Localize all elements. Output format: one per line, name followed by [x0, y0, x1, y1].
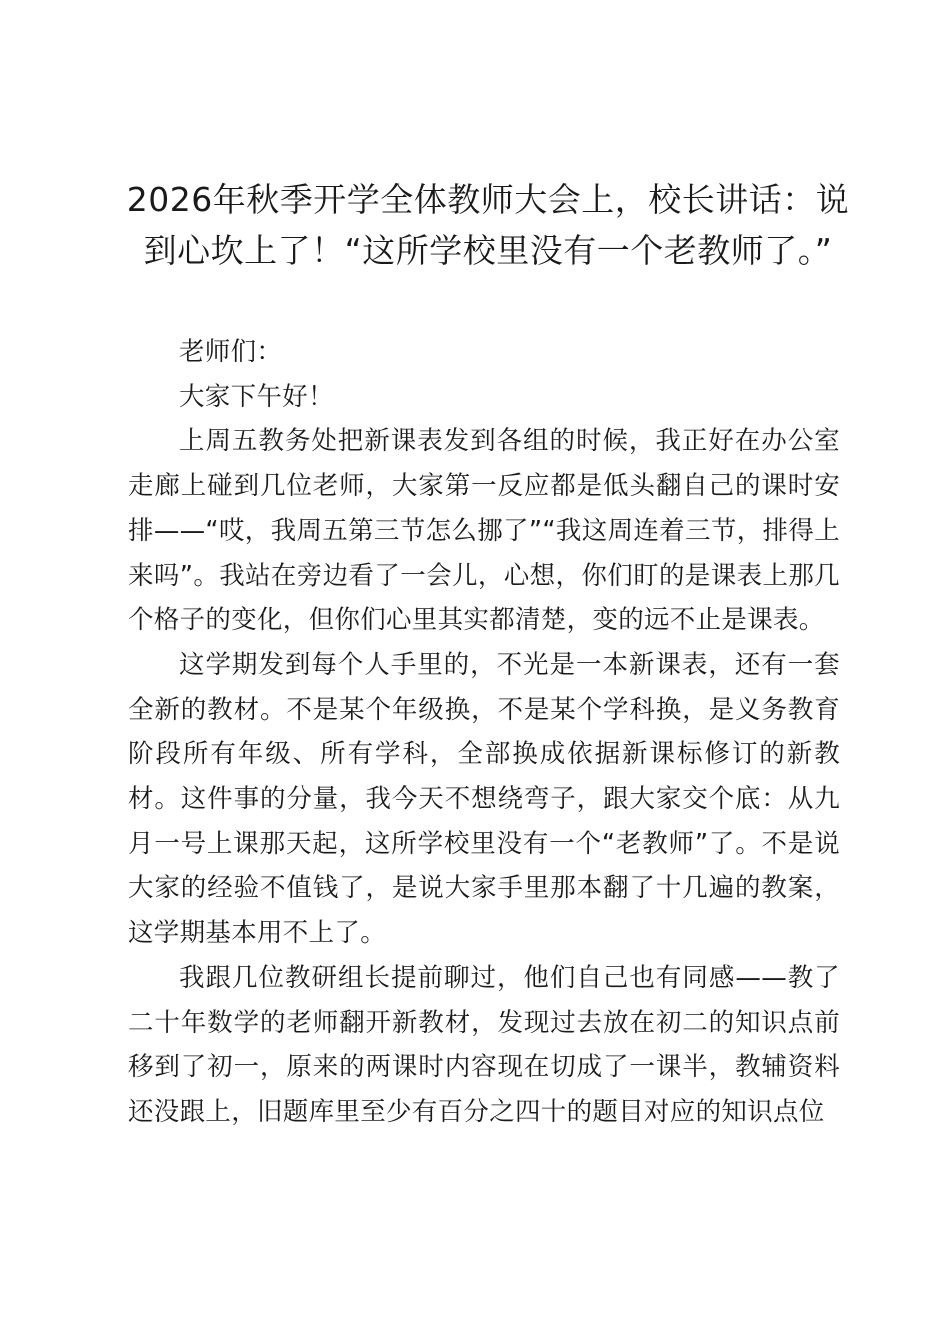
salutation: 老师们：	[179, 337, 283, 367]
paragraph-2: 这学期发到每个人手里的，不光是一本新课表，还有一套全新的教材。不是某个年级换，不是某个学科换，是义务教育阶段所有年级、所有学科，全部换成依据新课标修订的新教材。这件事的分量，我今天不想绕弯子，跟大家交个底：从九月一号上课那天起，这所学校里没有一个“老教师”了。不是说大家的经验不值钱了，是说大家手里那本翻了十几遍的教案，这学期基本用不上了。	[128, 649, 840, 949]
greeting: 大家下午好！	[179, 381, 334, 412]
document-title: 2026年秋季开学全体教师大会上，校长讲话：说到心坎上了！“这所学校里没有一个老教师了。”	[126, 180, 850, 270]
paragraph-3: 我跟几位教研组长提前聊过，他们自己也有同感——教了二十年数学的老师翻开新教材，发现过去放在初二的知识点前移到了初一，原来的两课时内容现在切成了一课半，教辅资料还没跟上，旧题库里至少有百分之四十的题目对应的知识点位	[128, 962, 840, 1127]
document-body	[128, 330, 840, 1135]
paragraph-1: 上周五教务处把新课表发到各组的时候，我正好在办公室走廊上碰到几位老师，大家第一反应都是低头翻自己的课时安排——“哎，我周五第三节怎么挪了”“我这周连着三节，排得上来吗”。我站在旁边看了一会儿，心想，你们盯的是课表上那几个格子的变化，但你们心里其实都清楚，变的远不止是课表。	[128, 426, 840, 636]
